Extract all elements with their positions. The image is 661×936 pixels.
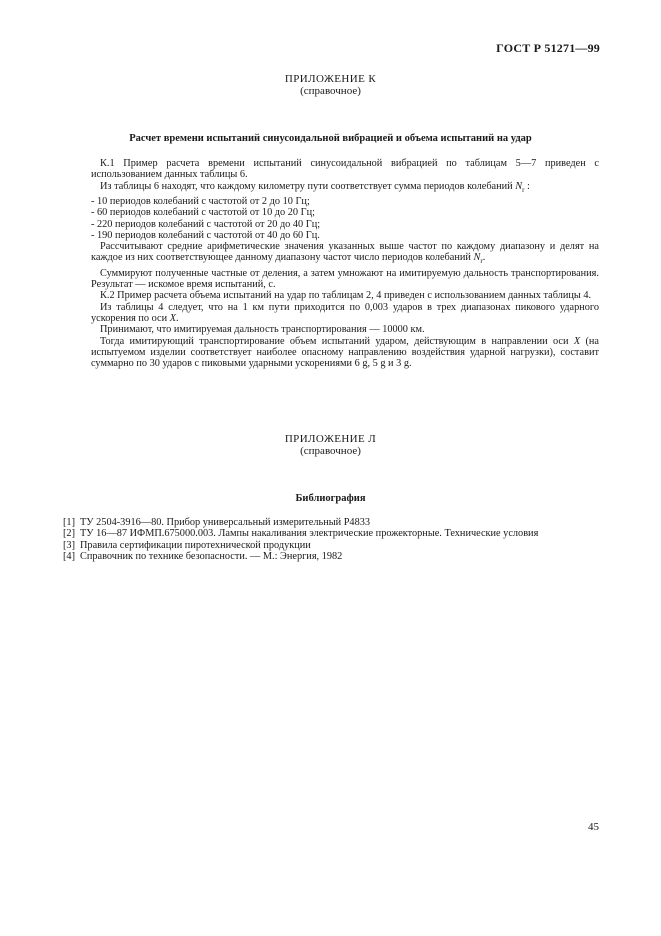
paragraph-end: : <box>524 180 530 192</box>
bibliography-list <box>63 517 603 562</box>
paragraph-k2: К.2 Пример расчета объема испытаний на удар по таблицам 2, 4 приведен с использованием данных таблицы 4. <box>100 290 592 302</box>
list-item: - 220 периодов колебаний с частотой от 20 до 40 Гц; <box>91 218 321 230</box>
variable-n: N <box>473 252 481 264</box>
variable-x: X <box>573 335 581 347</box>
appendix-k-heading <box>0 73 661 97</box>
entry-number: [1] <box>63 517 76 528</box>
variable-x: X <box>169 312 176 324</box>
entry-number: [4] <box>63 550 76 562</box>
entry-number: [3] <box>63 539 76 551</box>
paragraph-distance: Принимают, что имитируемая дальность транспортирования — 10000 км. <box>100 324 425 336</box>
appendix-l-heading <box>0 433 661 457</box>
appendix-k-title: ПРИЛОЖЕНИЕ К <box>284 73 377 85</box>
paragraph-text: Из таблицы 6 находят, что каждому километру пути соответствует сумма периодов колебаний <box>100 180 513 192</box>
list-item: - 60 периодов колебаний с частотой от 10 до 20 Гц; <box>91 207 315 219</box>
variable-subscript: r <box>480 257 483 266</box>
paragraph-k1-sum <box>91 181 599 196</box>
entry-text: Правила сертификации пиротехнической продукции <box>80 539 311 551</box>
bibliography-entry <box>63 528 603 539</box>
document-code: ГОСТ Р 51271—99 <box>496 41 600 55</box>
appendix-k-subtitle: (справочное) <box>300 85 361 97</box>
paragraph-text: Тогда имитирующий транспортирование объем испытаний ударом, действующим в направлении оси <box>100 335 569 347</box>
entry-text: ТУ 16—87 ИФМП.675000.003. Лампы накаливания электрические прожекторные. Технические условия <box>80 528 539 540</box>
paragraph-average <box>91 241 599 268</box>
bibliography-title: Библиография <box>295 493 366 504</box>
list-item: - 190 периодов колебаний с частотой от 40 до 60 Гц. <box>91 229 320 241</box>
entry-text: ТУ 2504-3916—80. Прибор универсальный измерительный Р4833 <box>80 517 371 528</box>
entry-text: Справочник по технике безопасности. — М.: Энергия, 1982 <box>80 550 343 562</box>
paragraph-text: (на испытуемом изделии соответствует наиболее опасному направлению воздействия ударной нагрузки), составит суммарно по 30 ударов с пиковыми ударными ускорениями 6 g, 5 g и 3 g. <box>91 335 599 370</box>
paragraph-end: . <box>176 312 179 324</box>
bibliography-entry <box>63 540 603 551</box>
paragraph-text: Из таблицы 4 следует, что на 1 км пути приходится по 0,003 ударов в трех диапазонах пикового ударного ускорения по оси <box>91 301 599 324</box>
appendix-l-subtitle: (справочное) <box>300 445 361 457</box>
bibliography-entry <box>63 551 603 562</box>
variable-subscript: r <box>522 185 525 194</box>
paragraph-end: . <box>482 252 486 264</box>
paragraph-table4 <box>91 302 599 325</box>
bibliography-entry <box>63 517 603 528</box>
page-number: 45 <box>588 821 599 833</box>
paragraph-text: Рассчитывают средние арифметические значения указанных выше частот по каждому диапазону и делят на каждое из них соответствующее данному диапазону частот число периодов колебаний <box>91 241 599 264</box>
list-item: - 10 периодов колебаний с частотой от 2 до 10 Гц; <box>91 195 310 207</box>
paragraph-sum: Суммируют полученные частные от деления, а затем умножают на имитируемую дальность транспортирования. Результат — искомое время испытаний, с. <box>91 267 599 291</box>
appendix-k-section-title: Расчет времени испытаний синусоидальной вибрацией и объема испытаний на удар <box>129 133 532 144</box>
appendix-k-body <box>91 158 599 369</box>
entry-number: [2] <box>63 528 76 540</box>
paragraph-k1: К.1 Пример расчета времени испытаний синусоидальной вибрацией по таблицам 5—7 приведен с использованием данных таблицы 6. <box>91 158 599 181</box>
appendix-l-title: ПРИЛОЖЕНИЕ Л <box>284 433 377 445</box>
paragraph-result <box>91 336 599 370</box>
variable-n: N <box>515 180 523 192</box>
